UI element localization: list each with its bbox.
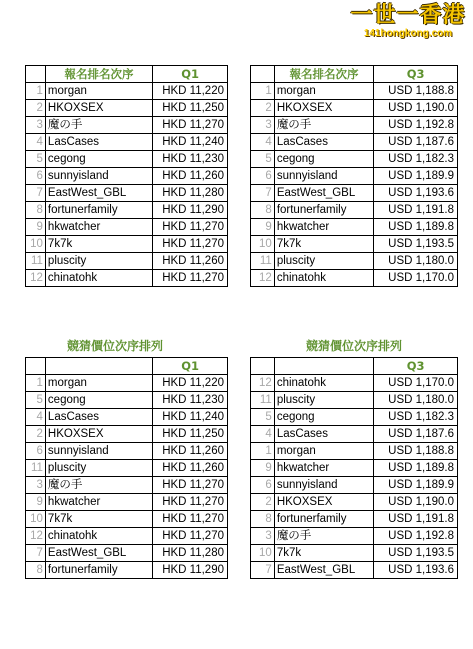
guess-value-cell: USD 1,188.8 — [374, 443, 458, 460]
table-row — [251, 477, 458, 494]
table-row — [251, 83, 458, 100]
header-name-cell: 報名排名次序 — [274, 66, 374, 83]
user-name-cell: chinatohk — [45, 270, 152, 287]
rank-cell: 10 — [26, 511, 46, 528]
user-name-cell: sunnyisland — [45, 443, 152, 460]
user-name-cell: HKOXSEX — [274, 494, 374, 511]
guess-value-cell: HKD 11,270 — [153, 236, 228, 253]
guess-value-cell: HKD 11,270 — [153, 117, 228, 134]
table-row — [26, 219, 228, 236]
user-name-cell: 7k7k — [45, 236, 152, 253]
guess-value-cell: HKD 11,290 — [153, 562, 228, 579]
rank-cell: 1 — [26, 375, 46, 392]
guess-value-cell: USD 1,189.8 — [374, 219, 458, 236]
user-name-cell: fortunerfamily — [274, 511, 374, 528]
header-name-cell — [45, 358, 152, 375]
header-value-cell: Q1 — [153, 66, 228, 83]
table-row — [251, 219, 458, 236]
guess-value-cell: USD 1,187.6 — [374, 134, 458, 151]
table-row — [251, 253, 458, 270]
rank-cell: 8 — [26, 202, 46, 219]
header-value-cell: Q1 — [153, 358, 228, 375]
user-name-cell: hkwatcher — [274, 460, 374, 477]
header-name-cell — [274, 358, 374, 375]
user-name-cell: morgan — [274, 443, 374, 460]
table-row — [251, 409, 458, 426]
user-name-cell: fortunerfamily — [45, 202, 152, 219]
rank-cell: 11 — [251, 253, 275, 270]
user-name-cell: cegong — [274, 409, 374, 426]
table-row — [26, 545, 228, 562]
table-row — [251, 562, 458, 579]
rank-cell: 1 — [251, 443, 275, 460]
table-row — [26, 477, 228, 494]
rank-cell: 2 — [26, 100, 46, 117]
user-name-cell: LasCases — [45, 134, 152, 151]
rank-cell: 5 — [26, 392, 46, 409]
guess-value-cell: USD 1,193.6 — [374, 185, 458, 202]
rank-cell: 11 — [26, 253, 46, 270]
user-name-cell: chinatohk — [45, 528, 152, 545]
table-row — [251, 375, 458, 392]
rank-cell: 10 — [251, 236, 275, 253]
guess-value-cell: HKD 11,260 — [153, 460, 228, 477]
user-name-cell: cegong — [274, 151, 374, 168]
user-name-cell: hkwatcher — [45, 494, 152, 511]
rank-cell: 9 — [26, 219, 46, 236]
table-row — [251, 134, 458, 151]
guess-value-cell: HKD 11,280 — [153, 545, 228, 562]
user-name-cell: 7k7k — [274, 545, 374, 562]
table-row — [26, 392, 228, 409]
table-row — [251, 151, 458, 168]
rank-cell: 2 — [251, 100, 275, 117]
header-value-cell: Q3 — [374, 66, 458, 83]
user-name-cell: fortunerfamily — [274, 202, 374, 219]
table-row — [26, 426, 228, 443]
table-row — [26, 253, 228, 270]
rank-cell: 6 — [251, 477, 275, 494]
guess-value-cell: HKD 11,270 — [153, 494, 228, 511]
table-row — [251, 460, 458, 477]
table-row — [251, 168, 458, 185]
user-name-cell: pluscity — [45, 253, 152, 270]
logo-sub-text: 141hongkong.com — [363, 28, 453, 39]
guess-value-cell: USD 1,190.0 — [374, 100, 458, 117]
table-row — [251, 443, 458, 460]
guess-value-cell: USD 1,170.0 — [374, 375, 458, 392]
guess-value-cell: USD 1,192.8 — [374, 117, 458, 134]
rank-cell: 5 — [251, 409, 275, 426]
user-name-cell: 魔の手 — [45, 477, 152, 494]
table-row — [26, 511, 228, 528]
guess-value-cell: HKD 11,270 — [153, 477, 228, 494]
guess-value-cell: HKD 11,250 — [153, 100, 228, 117]
user-name-cell: LasCases — [274, 426, 374, 443]
guess-value-cell: HKD 11,220 — [153, 375, 228, 392]
rank-cell: 3 — [251, 528, 275, 545]
user-name-cell: 魔の手 — [274, 117, 374, 134]
table-row — [251, 270, 458, 287]
guess-value-cell: USD 1,180.0 — [374, 392, 458, 409]
table-row — [26, 168, 228, 185]
table-row — [26, 117, 228, 134]
user-name-cell: pluscity — [274, 392, 374, 409]
rank-cell: 5 — [26, 151, 46, 168]
rank-cell: 2 — [26, 426, 46, 443]
table-row — [251, 528, 458, 545]
user-name-cell: pluscity — [45, 460, 152, 477]
table-q3-price — [250, 357, 458, 579]
user-name-cell: sunnyisland — [45, 168, 152, 185]
guess-value-cell: HKD 11,260 — [153, 168, 228, 185]
table-row — [26, 134, 228, 151]
guess-value-cell: USD 1,189.9 — [374, 168, 458, 185]
guess-value-cell: HKD 11,230 — [153, 392, 228, 409]
table-row — [251, 185, 458, 202]
rank-cell: 4 — [26, 134, 46, 151]
guess-value-cell: USD 1,191.8 — [374, 202, 458, 219]
rank-cell: 10 — [26, 236, 46, 253]
header-index-cell — [26, 66, 46, 83]
rank-cell: 11 — [26, 460, 46, 477]
rank-cell: 8 — [251, 202, 275, 219]
rank-cell: 3 — [26, 117, 46, 134]
rank-cell: 3 — [26, 477, 46, 494]
user-name-cell: cegong — [45, 392, 152, 409]
site-logo — [349, 4, 467, 42]
user-name-cell: chinatohk — [274, 375, 374, 392]
table-row — [251, 100, 458, 117]
guess-value-cell: HKD 11,270 — [153, 270, 228, 287]
guess-value-cell: USD 1,180.0 — [374, 253, 458, 270]
guess-value-cell: HKD 11,240 — [153, 409, 228, 426]
table-row — [251, 117, 458, 134]
table-row — [26, 202, 228, 219]
rank-cell: 6 — [26, 443, 46, 460]
table-row — [26, 185, 228, 202]
user-name-cell: fortunerfamily — [45, 562, 152, 579]
guess-value-cell: HKD 11,280 — [153, 185, 228, 202]
guess-value-cell: USD 1,190.0 — [374, 494, 458, 511]
table4-title: 競猜價位次序排列 — [305, 339, 402, 353]
table-q3-registration — [250, 65, 458, 287]
header-index-cell — [251, 66, 275, 83]
user-name-cell: 7k7k — [45, 511, 152, 528]
guess-value-cell: USD 1,193.6 — [374, 562, 458, 579]
table-row — [26, 494, 228, 511]
table-row — [26, 443, 228, 460]
rank-cell: 4 — [26, 409, 46, 426]
rank-cell: 6 — [251, 168, 275, 185]
table-row — [26, 151, 228, 168]
user-name-cell: hkwatcher — [274, 219, 374, 236]
guess-value-cell: HKD 11,240 — [153, 134, 228, 151]
guess-value-cell: USD 1,188.8 — [374, 83, 458, 100]
table-row — [26, 100, 228, 117]
table-row — [251, 392, 458, 409]
rank-cell: 3 — [251, 117, 275, 134]
rank-cell: 8 — [251, 511, 275, 528]
table-row — [251, 236, 458, 253]
rank-cell: 6 — [26, 168, 46, 185]
user-name-cell: sunnyisland — [274, 477, 374, 494]
rank-cell: 1 — [26, 83, 46, 100]
user-name-cell: EastWest_GBL — [45, 185, 152, 202]
header-value-cell: Q3 — [374, 358, 458, 375]
guess-value-cell: HKD 11,260 — [153, 443, 228, 460]
user-name-cell: pluscity — [274, 253, 374, 270]
table-q1-registration — [25, 65, 228, 287]
table-row — [251, 545, 458, 562]
table-row — [26, 375, 228, 392]
user-name-cell: hkwatcher — [45, 219, 152, 236]
guess-value-cell: HKD 11,270 — [153, 219, 228, 236]
user-name-cell: morgan — [45, 83, 152, 100]
user-name-cell: HKOXSEX — [45, 426, 152, 443]
header-name-cell: 報名排名次序 — [45, 66, 152, 83]
rank-cell: 11 — [251, 392, 275, 409]
rank-cell: 4 — [251, 134, 275, 151]
rank-cell: 1 — [251, 83, 275, 100]
guess-value-cell: HKD 11,230 — [153, 151, 228, 168]
guess-value-cell: USD 1,193.5 — [374, 236, 458, 253]
rank-cell: 7 — [251, 562, 275, 579]
table3-title: 競猜價位次序排列 — [66, 339, 163, 353]
rank-cell: 8 — [26, 562, 46, 579]
table-row — [251, 511, 458, 528]
rank-cell: 9 — [251, 460, 275, 477]
table-row — [26, 460, 228, 477]
guess-value-cell: USD 1,182.3 — [374, 409, 458, 426]
table-row — [26, 409, 228, 426]
user-name-cell: cegong — [45, 151, 152, 168]
user-name-cell: 魔の手 — [274, 528, 374, 545]
rank-cell: 7 — [26, 185, 46, 202]
rank-cell: 5 — [251, 151, 275, 168]
user-name-cell: sunnyisland — [274, 168, 374, 185]
user-name-cell: 7k7k — [274, 236, 374, 253]
guess-value-cell: HKD 11,260 — [153, 253, 228, 270]
table-header-row — [251, 66, 458, 83]
table-q1-price — [25, 357, 228, 579]
table-header-row — [26, 66, 228, 83]
user-name-cell: 魔の手 — [45, 117, 152, 134]
rank-cell: 9 — [251, 219, 275, 236]
guess-value-cell: USD 1,189.9 — [374, 477, 458, 494]
table-row — [26, 236, 228, 253]
user-name-cell: HKOXSEX — [45, 100, 152, 117]
user-name-cell: chinatohk — [274, 270, 374, 287]
table-header-row — [26, 358, 228, 375]
user-name-cell: HKOXSEX — [274, 100, 374, 117]
guess-value-cell: HKD 11,290 — [153, 202, 228, 219]
guess-value-cell: HKD 11,250 — [153, 426, 228, 443]
user-name-cell: morgan — [274, 83, 374, 100]
user-name-cell: LasCases — [45, 409, 152, 426]
guess-value-cell: USD 1,193.5 — [374, 545, 458, 562]
user-name-cell: EastWest_GBL — [274, 562, 374, 579]
guess-value-cell: USD 1,187.6 — [374, 426, 458, 443]
user-name-cell: EastWest_GBL — [45, 545, 152, 562]
header-index-cell — [251, 358, 275, 375]
table-row — [26, 562, 228, 579]
table-header-row — [251, 358, 458, 375]
table-row — [251, 202, 458, 219]
logo-main-text: 一世一香港 — [350, 3, 466, 28]
rank-cell: 7 — [251, 185, 275, 202]
user-name-cell: LasCases — [274, 134, 374, 151]
table-row — [26, 528, 228, 545]
table-row — [26, 83, 228, 100]
rank-cell: 12 — [26, 270, 46, 287]
table-row — [251, 426, 458, 443]
rank-cell: 4 — [251, 426, 275, 443]
header-index-cell — [26, 358, 46, 375]
guess-value-cell: HKD 11,220 — [153, 83, 228, 100]
rank-cell: 12 — [251, 375, 275, 392]
user-name-cell: EastWest_GBL — [274, 185, 374, 202]
rank-cell: 12 — [251, 270, 275, 287]
table-row — [251, 494, 458, 511]
guess-value-cell: USD 1,189.8 — [374, 460, 458, 477]
rank-cell: 12 — [26, 528, 46, 545]
guess-value-cell: USD 1,191.8 — [374, 511, 458, 528]
rank-cell: 2 — [251, 494, 275, 511]
guess-value-cell: USD 1,192.8 — [374, 528, 458, 545]
guess-value-cell: HKD 11,270 — [153, 511, 228, 528]
guess-value-cell: HKD 11,270 — [153, 528, 228, 545]
table-row — [26, 270, 228, 287]
rank-cell: 7 — [26, 545, 46, 562]
guess-value-cell: USD 1,182.3 — [374, 151, 458, 168]
rank-cell: 9 — [26, 494, 46, 511]
user-name-cell: morgan — [45, 375, 152, 392]
rank-cell: 10 — [251, 545, 275, 562]
guess-value-cell: USD 1,170.0 — [374, 270, 458, 287]
